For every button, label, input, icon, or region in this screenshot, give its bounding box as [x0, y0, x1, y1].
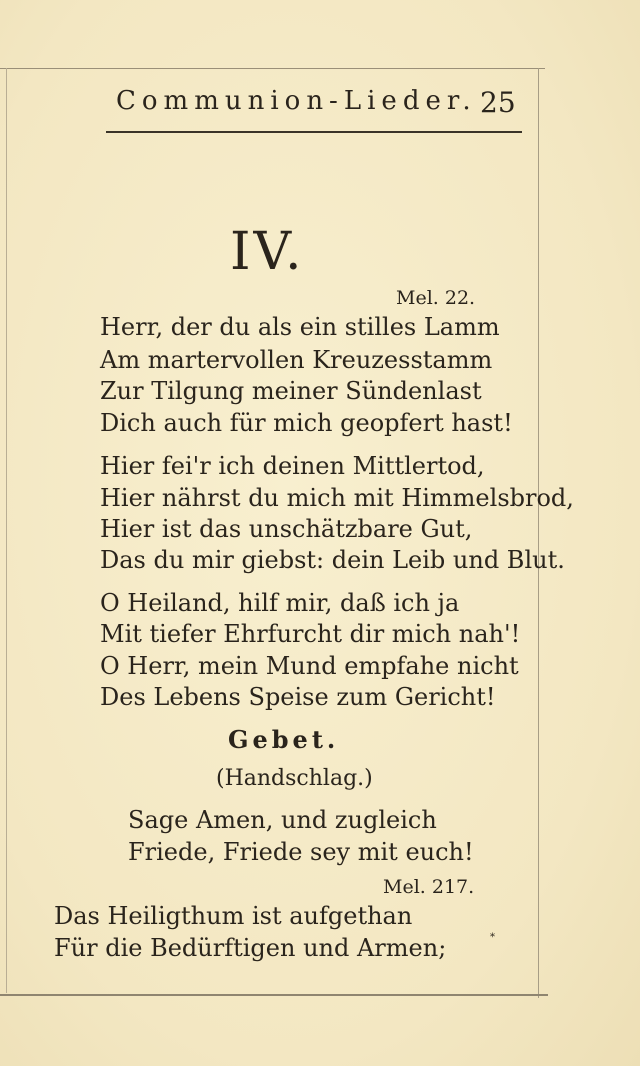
page-edge-top	[0, 68, 545, 69]
verse-line: Zur Tilgung meiner Sündenlast	[100, 377, 482, 405]
verse-line: Mit tiefer Ehrfurcht dir mich nah'!	[100, 620, 521, 648]
page-edge-left	[6, 68, 7, 993]
verse-line: Dich auch für mich geopfert hast!	[100, 409, 513, 437]
verse-line: Des Lebens Speise zum Gericht!	[100, 683, 496, 711]
verse-line: O Heiland, hilf mir, daß ich ja	[100, 589, 460, 617]
verse-line: O Herr, mein Mund empfahe nicht	[100, 652, 519, 680]
catchword-mark: *	[490, 932, 495, 943]
verse-line: Hier ist das unschätzbare Gut,	[100, 515, 473, 543]
prayer-line: Friede, Friede sey mit euch!	[128, 838, 474, 866]
prayer-line: Sage Amen, und zugleich	[128, 806, 437, 834]
running-header-title: Communion-Lieder.	[116, 86, 477, 116]
verse-line: Hier nährst du mich mit Himmelsbrod,	[100, 484, 574, 512]
section-numeral: IV.	[230, 222, 305, 282]
page-edge-right	[538, 68, 539, 998]
prayer-heading: Gebet.	[228, 725, 340, 754]
melody-reference: Mel. 217.	[383, 876, 475, 898]
verse-line: Das du mir giebst: dein Leib und Blut.	[100, 546, 565, 574]
verse-line: Herr, der du als ein stilles Lamm	[100, 313, 500, 341]
page-number: 25	[480, 86, 516, 119]
verse-line: Hier fei'r ich deinen Mittlertod,	[100, 452, 485, 480]
prayer-subtitle: (Handschlag.)	[216, 766, 373, 791]
header-rule	[106, 131, 522, 133]
verse-line: Das Heiligthum ist aufgethan	[54, 902, 413, 930]
verse-line: Für die Bedürftigen und Armen;	[54, 934, 447, 962]
melody-reference: Mel. 22.	[396, 287, 476, 309]
verse-line: Am martervollen Kreuzesstamm	[100, 346, 493, 374]
page-edge-bottom	[0, 994, 548, 996]
